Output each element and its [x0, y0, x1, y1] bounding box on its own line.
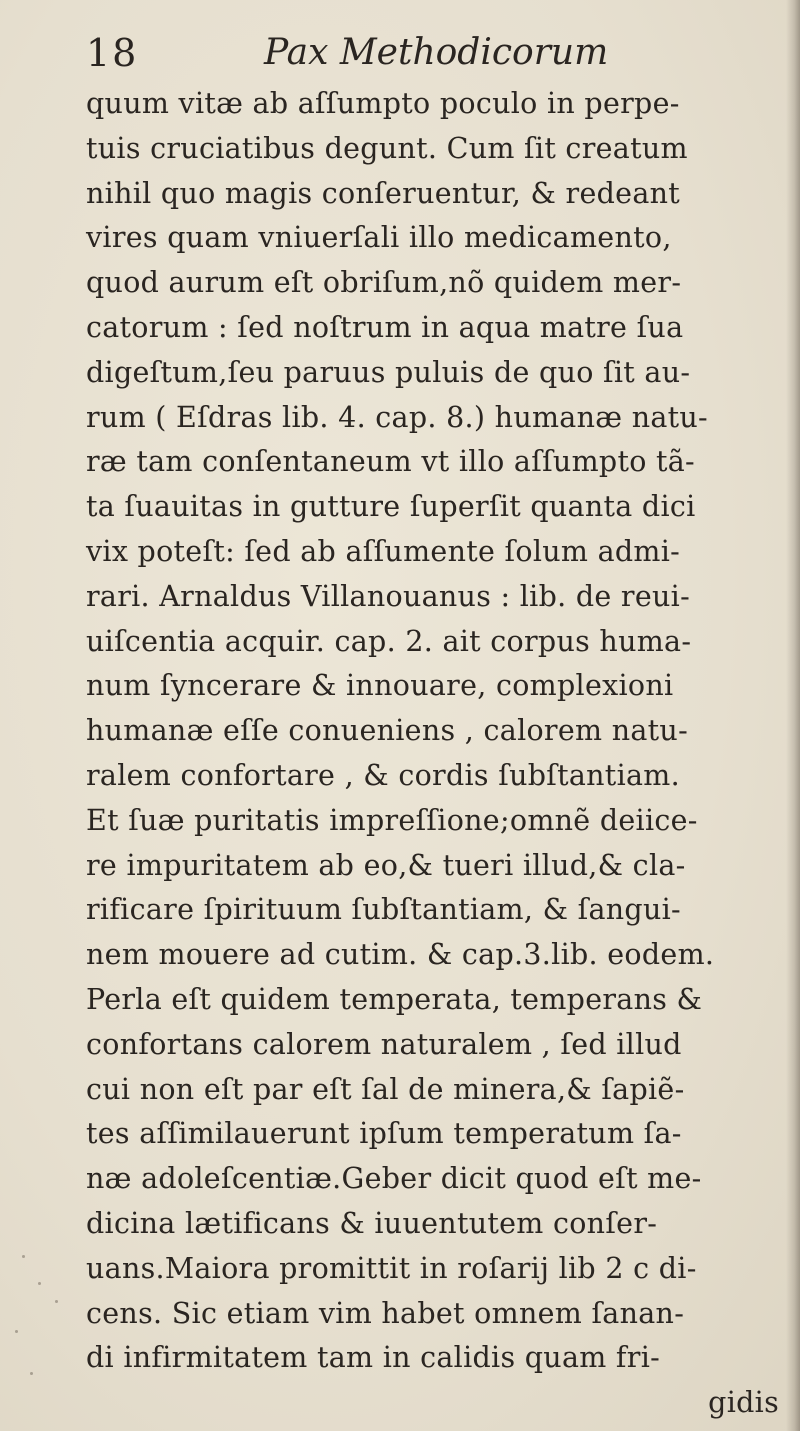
- text-line: vires quam vniuerſali illo medicamento,: [86, 221, 672, 255]
- paper-speck: [30, 1372, 33, 1375]
- page-header: [86, 28, 706, 78]
- running-title: Pax Methodicorum: [264, 32, 609, 73]
- text-line: catorum : ſed noſtrum in aqua matre ſua: [86, 310, 684, 344]
- text-line: digeſtum,ſeu paruus puluis de quo ſit au-: [86, 355, 691, 389]
- text-line: vix poteſt: ſed ab aſſumente ſolum admi-: [86, 534, 681, 568]
- text-line: ralem confortare , & cordis ſubſtantiam.: [86, 758, 680, 792]
- text-line: næ adoleſcentiæ.Geber dicit quod eſt me-: [86, 1162, 702, 1196]
- text-line: rari. Arnaldus Villanouanus : lib. de reui-: [86, 579, 691, 613]
- text-line: quod aurum eſt obriſum,nõ quidem mer-: [86, 266, 682, 300]
- page-number: 18: [86, 31, 139, 75]
- paper-speck: [15, 1330, 18, 1333]
- text-line: quum vitæ ab aſſumpto poculo in perpe-: [86, 87, 680, 120]
- catchword: gidis: [708, 1386, 779, 1420]
- text-line: cens. Sic etiam vim habet omnem ſanan-: [86, 1296, 685, 1330]
- text-line: ræ tam conſentaneum vt illo aſſumpto tã-: [86, 445, 695, 479]
- text-line: Et ſuæ puritatis impreſſione;omnẽ deiice-: [86, 803, 698, 837]
- text-line: re impuritatem ab eo,& tueri illud,& cla-: [86, 848, 686, 882]
- text-line: rificare ſpirituum ſubſtantiam, & ſangui-: [86, 893, 681, 927]
- text-line: di infirmitatem tam in calidis quam fri-: [86, 1341, 661, 1375]
- text-line: Perla eſt quidem temperata, temperans &: [86, 982, 703, 1016]
- text-line: nihil quo magis conſeruentur, & redeant: [86, 176, 681, 210]
- text-line: uiſcentia acquir. cap. 2. ait corpus huma-: [86, 624, 692, 658]
- text-line: uans.Maiora promittit in roſarij lib 2 c di-: [86, 1251, 697, 1285]
- body-text: [86, 82, 791, 1426]
- text-line: tes aſſimilauerunt ipſum temperatum ſa-: [86, 1117, 682, 1151]
- text-line: confortans calorem naturalem , ſed illud: [86, 1027, 682, 1061]
- paper-speck: [22, 1255, 25, 1258]
- text-line: ta ſuauitas in gutture ſuperſit quanta dici: [86, 490, 696, 524]
- text-line: tuis cruciatibus degunt. Cum ſit creatum: [86, 131, 688, 165]
- text-line: dicina lætificans & iuuentutem conſer-: [86, 1206, 658, 1240]
- paper-speck: [38, 1282, 41, 1285]
- text-line: num ſyncerare & innouare, complexioni: [86, 669, 674, 703]
- paper-speck: [55, 1300, 58, 1303]
- text-line: cui non eſt par eſt ſal de minera,& ſapiẽ-: [86, 1072, 685, 1106]
- text-line: humanæ eſſe conueniens , calorem natu-: [86, 714, 688, 748]
- text-line: nem mouere ad cutim. & cap.3.lib. eodem.: [86, 938, 715, 972]
- text-line: rum ( Eſdras lib. 4. cap. 8.) humanæ natu-: [86, 400, 708, 434]
